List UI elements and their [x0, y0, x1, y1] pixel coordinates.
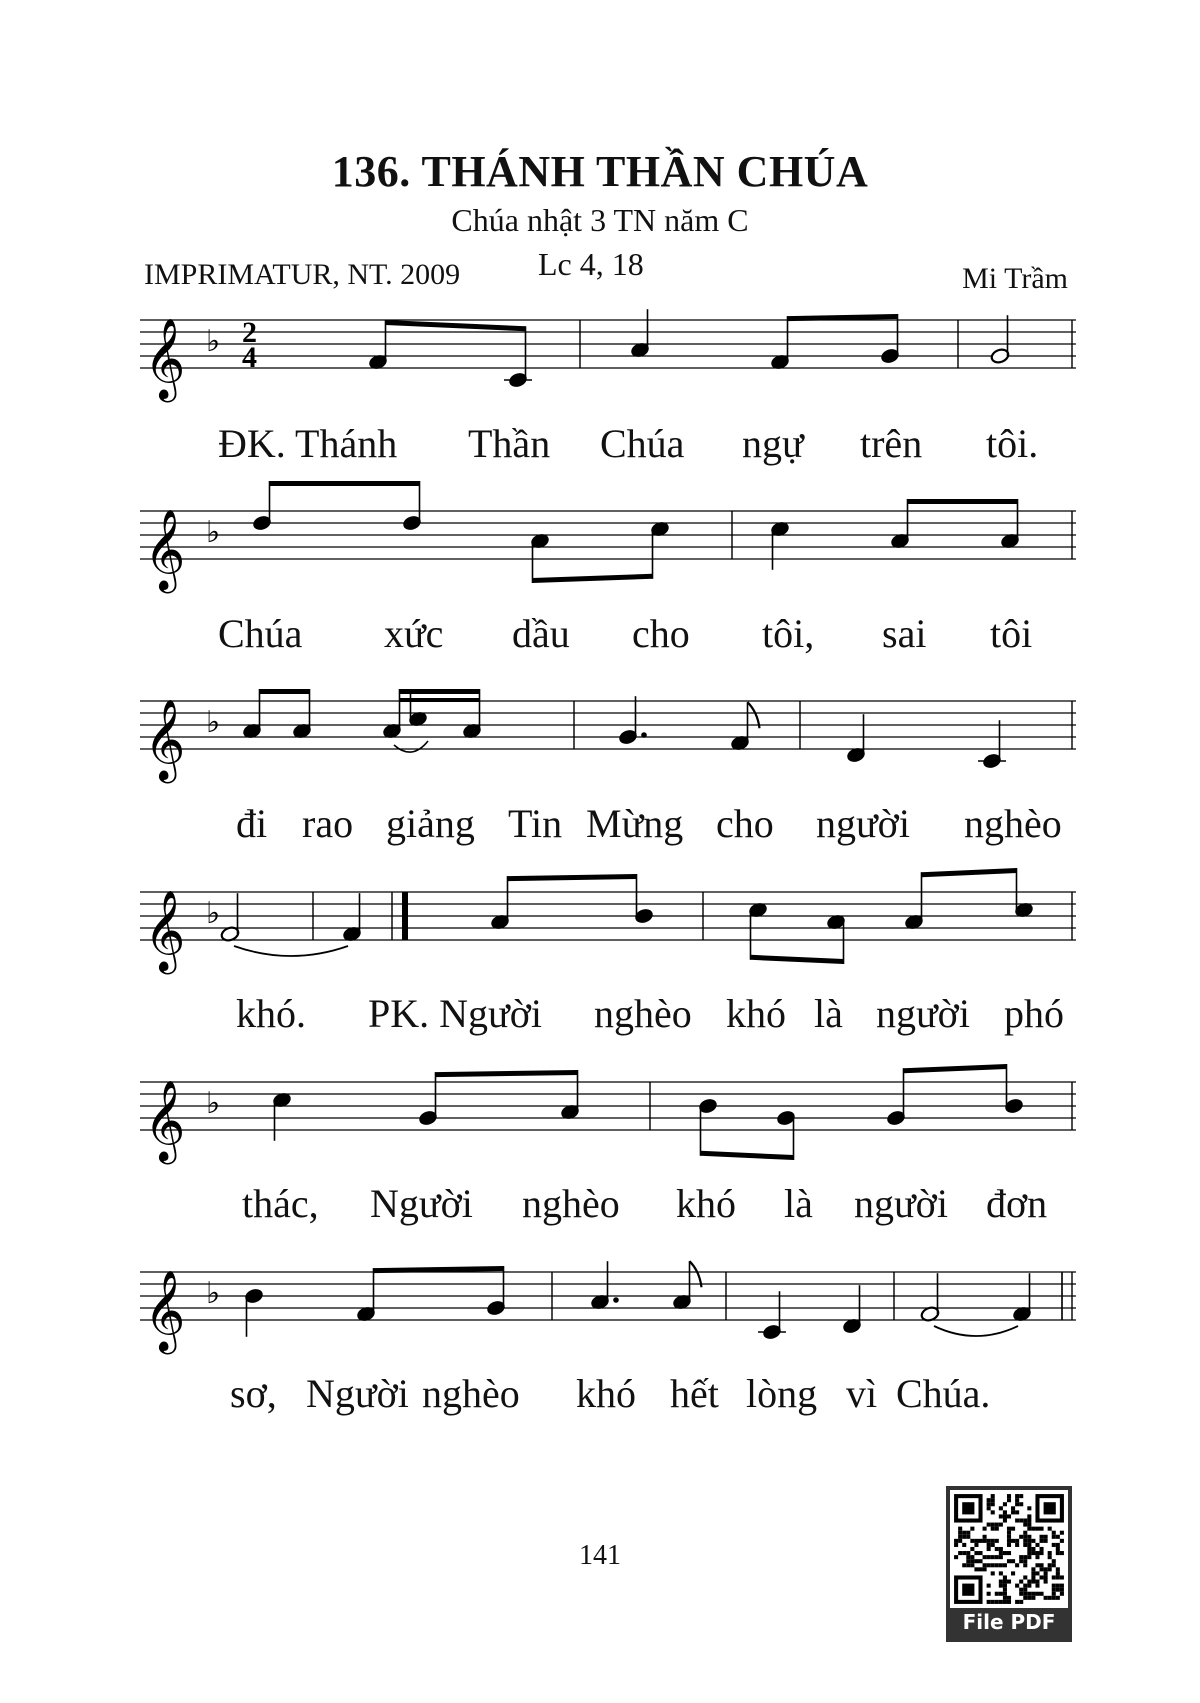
- lyric-word: cho: [716, 801, 774, 846]
- treble-clef-icon: 𝄞: [144, 698, 186, 780]
- beam: [436, 1070, 578, 1077]
- lyric-word: đơn: [986, 1181, 1048, 1226]
- qr-code-badge[interactable]: [946, 1486, 1072, 1642]
- imprimatur: IMPRIMATUR, NT. 2009: [144, 258, 461, 291]
- lyric-word: sai: [882, 611, 927, 656]
- lyric-word: Người: [306, 1371, 409, 1416]
- lyric-word: lòng: [746, 1371, 818, 1416]
- qr-label: File PDF: [962, 1610, 1056, 1634]
- beam-secondary: [400, 698, 480, 702]
- flat-icon: ♭: [206, 705, 221, 740]
- treble-clef-icon: 𝄞: [144, 1269, 186, 1351]
- lyric-word: PK. Người: [368, 991, 542, 1036]
- lyric-word: thác,: [242, 1181, 319, 1226]
- note-flag: [690, 1261, 702, 1287]
- composer: Mi Trầm: [962, 262, 1068, 295]
- time-signature-bottom: 4: [242, 341, 257, 374]
- lyric-word: sơ,: [230, 1371, 277, 1416]
- lyric-word: tôi,: [762, 611, 815, 656]
- lyric-word: phó: [1004, 991, 1064, 1036]
- time-signature-top: 2: [242, 316, 257, 349]
- lyric-line: [0, 420, 1200, 470]
- treble-clef-icon: 𝄞: [144, 889, 186, 971]
- page-number: 141: [579, 1540, 621, 1571]
- lyric-word: trên: [860, 421, 923, 466]
- lyric-word: nghèo: [522, 1181, 620, 1226]
- lyric-line: [0, 1180, 1200, 1230]
- slur: [394, 741, 428, 752]
- lyric-line: [0, 1370, 1200, 1420]
- qr-code-icon: [950, 1490, 1068, 1608]
- lyric-word: nghèo: [422, 1371, 520, 1416]
- tie: [234, 946, 348, 956]
- lyric-word: hết: [670, 1371, 719, 1416]
- lyric-word: rao: [302, 801, 354, 846]
- page-title: 136. THÁNH THẦN CHÚA: [331, 147, 869, 196]
- lyric-word: Chúa: [600, 421, 685, 466]
- lyric-word: xức: [384, 611, 444, 656]
- lyric-word: người: [854, 1181, 948, 1226]
- lyric-line: [0, 990, 1200, 1040]
- note-flag: [748, 702, 760, 728]
- lyric-word: khó.: [236, 991, 306, 1036]
- beam: [908, 499, 1018, 504]
- lyric-word: cho: [632, 611, 690, 656]
- beam: [533, 574, 653, 583]
- lyric-word: Thần: [468, 421, 551, 466]
- flat-icon: ♭: [206, 324, 221, 359]
- lyric-word: là: [784, 1181, 813, 1226]
- lyric-word: Người: [370, 1181, 473, 1226]
- note-dot: [641, 732, 647, 738]
- lyric-line: [0, 800, 1200, 850]
- lyric-word: vì: [846, 1371, 878, 1416]
- lyric-word: Tin: [508, 801, 563, 846]
- tie: [934, 1326, 1018, 1336]
- lyric-line: [0, 610, 1200, 660]
- beam: [386, 320, 526, 331]
- lyric-word: ĐK. Thánh: [218, 421, 398, 466]
- lyric-word: khó: [676, 1181, 736, 1226]
- scripture-reference: Lc 4, 18: [538, 246, 644, 282]
- note-dot: [613, 1297, 619, 1303]
- flat-icon: ♭: [206, 1086, 221, 1121]
- lyric-word: người: [876, 991, 970, 1036]
- beam: [400, 689, 480, 694]
- page-subtitle: Chúa nhật 3 TN năm C: [451, 202, 749, 238]
- treble-clef-icon: 𝄞: [144, 317, 186, 399]
- beam: [270, 481, 420, 486]
- beam: [260, 689, 310, 694]
- lyric-word: khó: [726, 991, 786, 1036]
- lyric-word: giảng: [386, 801, 475, 846]
- lyric-word: khó: [576, 1371, 636, 1416]
- lyric-word: Chúa.: [896, 1371, 991, 1416]
- lyric-word: Mừng: [586, 801, 684, 846]
- beam: [508, 874, 637, 881]
- beam: [751, 955, 844, 964]
- lyric-word: dầu: [512, 611, 570, 656]
- lyric-word: tôi.: [986, 421, 1039, 466]
- flat-icon: ♭: [206, 896, 221, 931]
- treble-clef-icon: 𝄞: [144, 508, 186, 590]
- lyric-word: người: [816, 801, 910, 846]
- lyric-word: là: [814, 991, 843, 1036]
- lyric-word: tôi: [990, 611, 1033, 656]
- lyric-word: đi: [236, 801, 268, 846]
- lyric-word: ngự: [742, 421, 804, 466]
- beam: [904, 1064, 1007, 1073]
- lyric-word: Chúa: [218, 611, 303, 656]
- beam: [701, 1151, 794, 1160]
- treble-clef-icon: 𝄞: [144, 1079, 186, 1161]
- lyric-word: nghèo: [594, 991, 692, 1036]
- beam: [922, 868, 1017, 877]
- flat-icon: ♭: [206, 1276, 221, 1311]
- double-bar-thick: [402, 892, 408, 940]
- lyric-word: nghèo: [964, 801, 1062, 846]
- flat-icon: ♭: [206, 515, 221, 550]
